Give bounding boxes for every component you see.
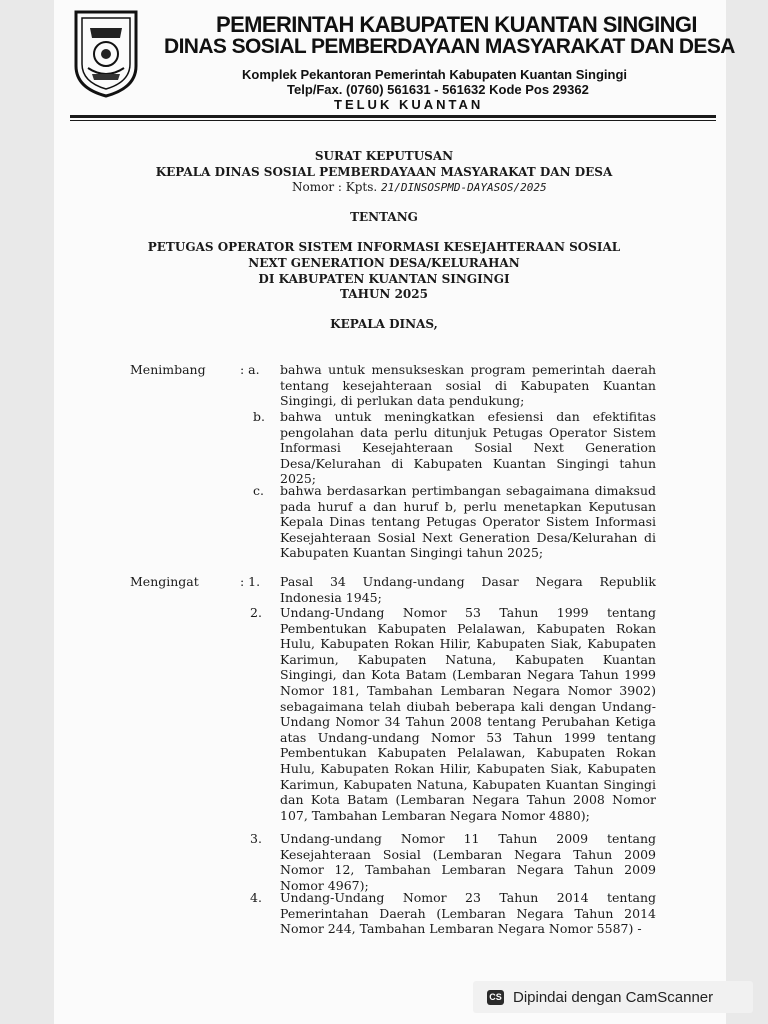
letterhead-agency: DINAS SOSIAL PEMBERDAYAAN MASYARAKAT DAN DESA bbox=[164, 35, 735, 58]
subject-line-1: PETUGAS OPERATOR SISTEM INFORMASI KESEJAHTERAAN SOSIAL bbox=[147, 240, 621, 254]
mengingat-marker-3: 3. bbox=[250, 831, 262, 846]
subject-line-4: TAHUN 2025 bbox=[340, 287, 428, 301]
decree-number bbox=[292, 180, 547, 194]
mengingat-item-2: Undang-Undang Nomor 53 Tahun 1999 tentang Pembentukan Kabupaten Pelalawan, Kabupaten Rokan Hulu, Kabupaten Rokan Hilir, Kabupaten Siak, Kabupaten Karimun, Kabupaten Natuna, Kabupaten Kuantan Singingi, dan Kota Batam (Lembaran Negara Tahun 1999 Nomor 181, Tambahan Lembaran Negara Nomor 3902) sebagaimana telah diubah beberapa kali dengan Undang-Undang Nomor 34 Tahun 2008 tentang Perubahan Ketiga atas Undang-undang Nomor 53 Tahun 1999 tentang Pembentukan Kabupaten Pelalawan, Kabupaten Rokan Hulu, Kabupaten Rokan Hilir, Kabupaten Siak, Kabupaten Karimun, Kabupaten Natuna, Kabupaten Kuantan Singingi dan Kota Batam (Lembaran Negara Tahun 2008 Nomor 107, Tambahan Lembaran Negara Nomor 4880); bbox=[280, 605, 656, 823]
letterhead-city: TELUK KUANTAN bbox=[334, 97, 484, 112]
mengingat-marker-4: 4. bbox=[250, 890, 262, 905]
subject-line-3: DI KABUPATEN KUANTAN SINGINGI bbox=[258, 272, 510, 286]
mengingat-item-3: Undang-undang Nomor 11 Tahun 2009 tentang Kesejahteraan Sosial (Lembaran Negara Tahun 2009 Nomor 12, Tambahan Lembaran Negara Tahun 2009 Nomor 4967); bbox=[280, 831, 656, 893]
menimbang-marker-b: b. bbox=[253, 409, 265, 424]
menimbang-marker-a: : a. bbox=[240, 362, 260, 377]
letterhead-divider-thick bbox=[70, 115, 716, 118]
decree-number-label: Nomor : Kpts. bbox=[292, 180, 378, 194]
menimbang-marker-c: c. bbox=[253, 483, 264, 498]
mengingat-item-4: Undang-Undang Nomor 23 Tahun 2014 tentang Pemerintahan Daerah (Lembaran Negara Tahun 2014 Nomor 244, Tambahan Lembaran Negara Nomor 5587) - bbox=[280, 890, 656, 937]
letterhead-divider-thin bbox=[70, 120, 716, 121]
mengingat-marker-1: : 1. bbox=[240, 574, 261, 589]
letterhead-phone: Telp/Fax. (0760) 561631 - 561632 Kode Pos 29362 bbox=[287, 82, 589, 97]
letterhead-address: Komplek Pekantoran Pemerintah Kabupaten Kuantan Singingi bbox=[242, 67, 628, 82]
regency-emblem-logo bbox=[70, 8, 142, 98]
menimbang-item-c: bahwa berdasarkan pertimbangan sebagaimana dimaksud pada huruf a dan huruf b, perlu menetapkan Keputusan Kepala Dinas tentang Petugas Operator Sistem Informasi Kesejahteraan Sosial Next Generation Desa/Kelurahan di Kabupaten Kuantan Singingi tahun 2025; bbox=[280, 483, 656, 561]
mengingat-marker-2: 2. bbox=[250, 605, 262, 620]
letterhead-government: PEMERINTAH KABUPATEN KUANTAN SINGINGI bbox=[216, 12, 697, 37]
menimbang-item-b: bahwa untuk meningkatkan efesiensi dan efektifitas pengolahan data perlu ditunjuk Petugas Operator Sistem Informasi Kesejahteraan Sosial Next Generation Desa/Kelurahan di Kabupaten Kuantan Singingi tahun 2025; bbox=[280, 409, 656, 487]
kepala-dinas-heading: KEPALA DINAS, bbox=[330, 317, 438, 331]
camscanner-watermark bbox=[473, 981, 753, 1013]
mengingat-item-1: Pasal 34 Undang-undang Dasar Negara Republik Indonesia 1945; bbox=[280, 574, 656, 605]
camscanner-text: Dipindai dengan CamScanner bbox=[513, 988, 714, 1006]
decree-type: SURAT KEPUTUSAN bbox=[314, 149, 454, 163]
camscanner-icon: CS bbox=[487, 990, 504, 1005]
mengingat-label: Mengingat bbox=[130, 574, 199, 589]
tentang-heading: TENTANG bbox=[350, 210, 418, 224]
menimbang-item-a: bahwa untuk mensukseskan program pemerintah daerah tentang kesejahteraan sosial di Kabupaten Kuantan Singingi, di perlukan data pendukung; bbox=[280, 362, 656, 409]
subject-line-2: NEXT GENERATION DESA/KELURAHAN bbox=[248, 256, 520, 270]
menimbang-label: Menimbang bbox=[130, 362, 206, 377]
decree-number-handwritten: 21/DINSOSPMD-DAYASOS/2025 bbox=[381, 181, 547, 194]
decree-issuer: KEPALA DINAS SOSIAL PEMBERDAYAAN MASYARAKAT DAN DESA bbox=[155, 165, 613, 179]
